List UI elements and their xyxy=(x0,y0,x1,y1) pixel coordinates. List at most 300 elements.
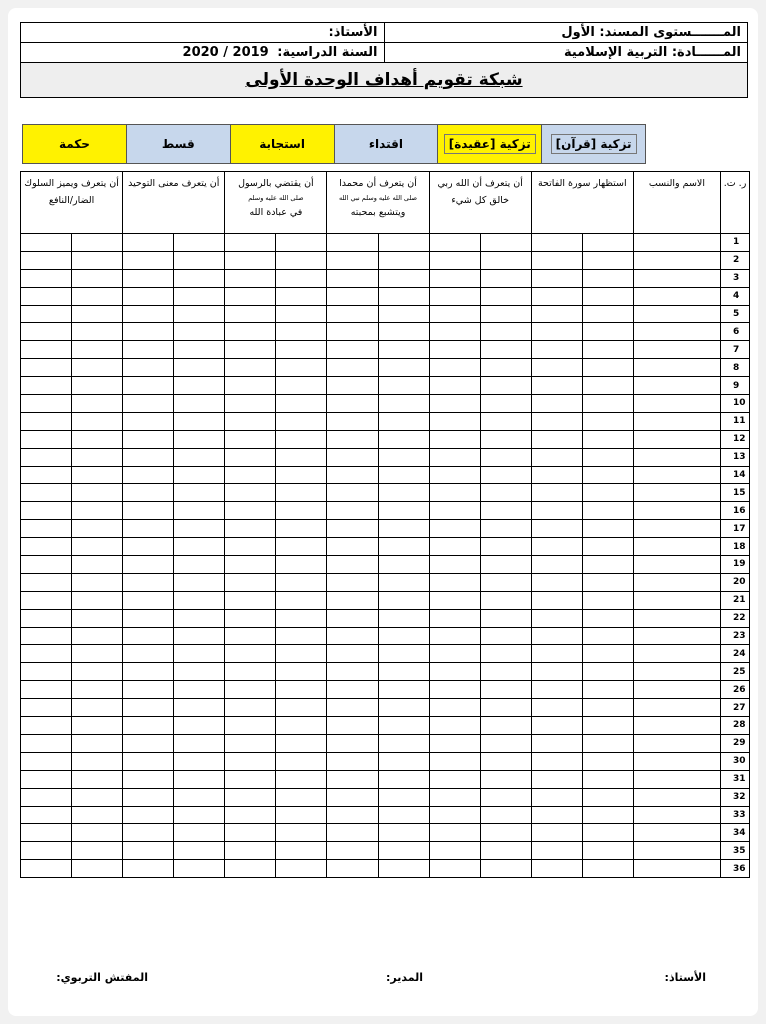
score-cell[interactable] xyxy=(72,770,123,788)
score-cell[interactable] xyxy=(327,395,378,413)
score-cell[interactable] xyxy=(21,556,72,574)
score-cell[interactable] xyxy=(174,251,225,269)
score-cell[interactable] xyxy=(72,663,123,681)
score-cell[interactable] xyxy=(225,430,276,448)
score-cell[interactable] xyxy=(327,860,378,878)
score-cell[interactable] xyxy=(72,502,123,520)
score-cell[interactable] xyxy=(531,251,582,269)
score-cell[interactable] xyxy=(174,412,225,430)
score-cell[interactable] xyxy=(174,752,225,770)
score-cell[interactable] xyxy=(72,412,123,430)
score-cell[interactable] xyxy=(429,752,480,770)
score-cell[interactable] xyxy=(123,663,174,681)
score-cell[interactable] xyxy=(327,788,378,806)
score-cell[interactable] xyxy=(21,842,72,860)
score-cell[interactable] xyxy=(225,323,276,341)
score-cell[interactable] xyxy=(123,573,174,591)
score-cell[interactable] xyxy=(582,251,633,269)
score-cell[interactable] xyxy=(582,287,633,305)
score-cell[interactable] xyxy=(276,573,327,591)
score-cell[interactable] xyxy=(72,251,123,269)
score-cell[interactable] xyxy=(480,359,531,377)
score-cell[interactable] xyxy=(276,734,327,752)
score-cell[interactable] xyxy=(225,752,276,770)
name-cell[interactable] xyxy=(633,752,720,770)
score-cell[interactable] xyxy=(378,734,429,752)
score-cell[interactable] xyxy=(531,556,582,574)
score-cell[interactable] xyxy=(21,251,72,269)
score-cell[interactable] xyxy=(378,609,429,627)
score-cell[interactable] xyxy=(378,645,429,663)
score-cell[interactable] xyxy=(225,573,276,591)
score-cell[interactable] xyxy=(531,663,582,681)
score-cell[interactable] xyxy=(225,860,276,878)
score-cell[interactable] xyxy=(480,627,531,645)
score-cell[interactable] xyxy=(531,788,582,806)
score-cell[interactable] xyxy=(480,663,531,681)
score-cell[interactable] xyxy=(174,788,225,806)
name-cell[interactable] xyxy=(633,234,720,252)
score-cell[interactable] xyxy=(531,377,582,395)
score-cell[interactable] xyxy=(429,251,480,269)
score-cell[interactable] xyxy=(531,520,582,538)
score-cell[interactable] xyxy=(123,627,174,645)
name-cell[interactable] xyxy=(633,717,720,735)
score-cell[interactable] xyxy=(276,681,327,699)
score-cell[interactable] xyxy=(276,752,327,770)
score-cell[interactable] xyxy=(582,377,633,395)
score-cell[interactable] xyxy=(21,359,72,377)
score-cell[interactable] xyxy=(174,395,225,413)
score-cell[interactable] xyxy=(276,699,327,717)
score-cell[interactable] xyxy=(123,556,174,574)
score-cell[interactable] xyxy=(21,412,72,430)
score-cell[interactable] xyxy=(582,234,633,252)
score-cell[interactable] xyxy=(276,788,327,806)
score-cell[interactable] xyxy=(123,609,174,627)
score-cell[interactable] xyxy=(72,573,123,591)
score-cell[interactable] xyxy=(174,556,225,574)
score-cell[interactable] xyxy=(123,234,174,252)
score-cell[interactable] xyxy=(123,699,174,717)
score-cell[interactable] xyxy=(123,520,174,538)
score-cell[interactable] xyxy=(21,395,72,413)
score-cell[interactable] xyxy=(225,824,276,842)
score-cell[interactable] xyxy=(174,842,225,860)
score-cell[interactable] xyxy=(429,502,480,520)
score-cell[interactable] xyxy=(378,806,429,824)
score-cell[interactable] xyxy=(174,430,225,448)
score-cell[interactable] xyxy=(429,234,480,252)
score-cell[interactable] xyxy=(480,609,531,627)
score-cell[interactable] xyxy=(72,395,123,413)
score-cell[interactable] xyxy=(276,430,327,448)
score-cell[interactable] xyxy=(225,359,276,377)
score-cell[interactable] xyxy=(480,377,531,395)
score-cell[interactable] xyxy=(327,234,378,252)
score-cell[interactable] xyxy=(123,323,174,341)
score-cell[interactable] xyxy=(72,538,123,556)
score-cell[interactable] xyxy=(480,770,531,788)
score-cell[interactable] xyxy=(72,860,123,878)
score-cell[interactable] xyxy=(276,824,327,842)
score-cell[interactable] xyxy=(378,842,429,860)
name-cell[interactable] xyxy=(633,520,720,538)
score-cell[interactable] xyxy=(480,824,531,842)
score-cell[interactable] xyxy=(531,359,582,377)
score-cell[interactable] xyxy=(174,377,225,395)
score-cell[interactable] xyxy=(429,806,480,824)
score-cell[interactable] xyxy=(276,341,327,359)
score-cell[interactable] xyxy=(327,466,378,484)
score-cell[interactable] xyxy=(327,520,378,538)
score-cell[interactable] xyxy=(582,466,633,484)
score-cell[interactable] xyxy=(378,430,429,448)
score-cell[interactable] xyxy=(378,484,429,502)
score-cell[interactable] xyxy=(21,860,72,878)
score-cell[interactable] xyxy=(327,341,378,359)
score-cell[interactable] xyxy=(72,824,123,842)
score-cell[interactable] xyxy=(276,234,327,252)
score-cell[interactable] xyxy=(327,734,378,752)
score-cell[interactable] xyxy=(72,734,123,752)
score-cell[interactable] xyxy=(480,591,531,609)
score-cell[interactable] xyxy=(327,591,378,609)
score-cell[interactable] xyxy=(327,627,378,645)
score-cell[interactable] xyxy=(429,412,480,430)
score-cell[interactable] xyxy=(327,430,378,448)
score-cell[interactable] xyxy=(327,269,378,287)
score-cell[interactable] xyxy=(582,788,633,806)
score-cell[interactable] xyxy=(72,699,123,717)
name-cell[interactable] xyxy=(633,556,720,574)
score-cell[interactable] xyxy=(327,484,378,502)
score-cell[interactable] xyxy=(531,573,582,591)
score-cell[interactable] xyxy=(378,251,429,269)
score-cell[interactable] xyxy=(225,234,276,252)
score-cell[interactable] xyxy=(225,520,276,538)
score-cell[interactable] xyxy=(378,269,429,287)
score-cell[interactable] xyxy=(429,681,480,699)
score-cell[interactable] xyxy=(378,663,429,681)
score-cell[interactable] xyxy=(276,269,327,287)
score-cell[interactable] xyxy=(480,788,531,806)
name-cell[interactable] xyxy=(633,538,720,556)
score-cell[interactable] xyxy=(174,645,225,663)
score-cell[interactable] xyxy=(582,752,633,770)
score-cell[interactable] xyxy=(582,645,633,663)
score-cell[interactable] xyxy=(582,341,633,359)
score-cell[interactable] xyxy=(327,412,378,430)
score-cell[interactable] xyxy=(582,842,633,860)
score-cell[interactable] xyxy=(582,609,633,627)
score-cell[interactable] xyxy=(531,502,582,520)
score-cell[interactable] xyxy=(123,681,174,699)
score-cell[interactable] xyxy=(531,681,582,699)
score-cell[interactable] xyxy=(276,860,327,878)
score-cell[interactable] xyxy=(531,269,582,287)
score-cell[interactable] xyxy=(225,681,276,699)
score-cell[interactable] xyxy=(72,359,123,377)
score-cell[interactable] xyxy=(429,287,480,305)
score-cell[interactable] xyxy=(327,842,378,860)
score-cell[interactable] xyxy=(378,377,429,395)
score-cell[interactable] xyxy=(21,448,72,466)
score-cell[interactable] xyxy=(276,412,327,430)
score-cell[interactable] xyxy=(531,770,582,788)
score-cell[interactable] xyxy=(276,395,327,413)
score-cell[interactable] xyxy=(21,323,72,341)
name-cell[interactable] xyxy=(633,341,720,359)
score-cell[interactable] xyxy=(225,717,276,735)
score-cell[interactable] xyxy=(480,645,531,663)
score-cell[interactable] xyxy=(123,788,174,806)
score-cell[interactable] xyxy=(72,341,123,359)
score-cell[interactable] xyxy=(123,770,174,788)
score-cell[interactable] xyxy=(531,824,582,842)
score-cell[interactable] xyxy=(276,645,327,663)
score-cell[interactable] xyxy=(429,359,480,377)
score-cell[interactable] xyxy=(327,663,378,681)
score-cell[interactable] xyxy=(327,681,378,699)
score-cell[interactable] xyxy=(123,484,174,502)
score-cell[interactable] xyxy=(480,556,531,574)
name-cell[interactable] xyxy=(633,251,720,269)
score-cell[interactable] xyxy=(378,788,429,806)
score-cell[interactable] xyxy=(582,448,633,466)
score-cell[interactable] xyxy=(72,645,123,663)
score-cell[interactable] xyxy=(276,663,327,681)
score-cell[interactable] xyxy=(531,448,582,466)
score-cell[interactable] xyxy=(276,842,327,860)
score-cell[interactable] xyxy=(72,591,123,609)
score-cell[interactable] xyxy=(429,269,480,287)
name-cell[interactable] xyxy=(633,359,720,377)
score-cell[interactable] xyxy=(378,395,429,413)
name-cell[interactable] xyxy=(633,573,720,591)
score-cell[interactable] xyxy=(378,412,429,430)
score-cell[interactable] xyxy=(123,395,174,413)
score-cell[interactable] xyxy=(378,717,429,735)
score-cell[interactable] xyxy=(276,484,327,502)
score-cell[interactable] xyxy=(480,234,531,252)
name-cell[interactable] xyxy=(633,699,720,717)
score-cell[interactable] xyxy=(327,448,378,466)
score-cell[interactable] xyxy=(276,251,327,269)
score-cell[interactable] xyxy=(72,788,123,806)
score-cell[interactable] xyxy=(174,806,225,824)
score-cell[interactable] xyxy=(174,502,225,520)
name-cell[interactable] xyxy=(633,824,720,842)
score-cell[interactable] xyxy=(123,824,174,842)
score-cell[interactable] xyxy=(21,609,72,627)
score-cell[interactable] xyxy=(21,699,72,717)
score-cell[interactable] xyxy=(378,305,429,323)
score-cell[interactable] xyxy=(429,538,480,556)
score-cell[interactable] xyxy=(276,770,327,788)
score-cell[interactable] xyxy=(123,466,174,484)
score-cell[interactable] xyxy=(378,824,429,842)
score-cell[interactable] xyxy=(276,359,327,377)
score-cell[interactable] xyxy=(225,770,276,788)
score-cell[interactable] xyxy=(225,377,276,395)
score-cell[interactable] xyxy=(21,806,72,824)
score-cell[interactable] xyxy=(582,734,633,752)
score-cell[interactable] xyxy=(72,466,123,484)
score-cell[interactable] xyxy=(21,377,72,395)
score-cell[interactable] xyxy=(327,573,378,591)
score-cell[interactable] xyxy=(72,842,123,860)
score-cell[interactable] xyxy=(276,323,327,341)
score-cell[interactable] xyxy=(378,323,429,341)
score-cell[interactable] xyxy=(276,538,327,556)
score-cell[interactable] xyxy=(72,484,123,502)
score-cell[interactable] xyxy=(72,681,123,699)
score-cell[interactable] xyxy=(429,734,480,752)
score-cell[interactable] xyxy=(72,287,123,305)
score-cell[interactable] xyxy=(378,556,429,574)
name-cell[interactable] xyxy=(633,788,720,806)
score-cell[interactable] xyxy=(480,484,531,502)
score-cell[interactable] xyxy=(531,234,582,252)
score-cell[interactable] xyxy=(225,645,276,663)
score-cell[interactable] xyxy=(174,663,225,681)
score-cell[interactable] xyxy=(480,520,531,538)
score-cell[interactable] xyxy=(378,591,429,609)
score-cell[interactable] xyxy=(582,627,633,645)
name-cell[interactable] xyxy=(633,430,720,448)
score-cell[interactable] xyxy=(276,609,327,627)
name-cell[interactable] xyxy=(633,305,720,323)
score-cell[interactable] xyxy=(72,234,123,252)
score-cell[interactable] xyxy=(480,287,531,305)
score-cell[interactable] xyxy=(21,520,72,538)
score-cell[interactable] xyxy=(429,717,480,735)
score-cell[interactable] xyxy=(225,842,276,860)
score-cell[interactable] xyxy=(480,448,531,466)
score-cell[interactable] xyxy=(21,269,72,287)
score-cell[interactable] xyxy=(429,699,480,717)
score-cell[interactable] xyxy=(480,734,531,752)
score-cell[interactable] xyxy=(480,860,531,878)
score-cell[interactable] xyxy=(174,305,225,323)
score-cell[interactable] xyxy=(225,734,276,752)
score-cell[interactable] xyxy=(327,287,378,305)
score-cell[interactable] xyxy=(21,734,72,752)
score-cell[interactable] xyxy=(327,609,378,627)
score-cell[interactable] xyxy=(21,234,72,252)
score-cell[interactable] xyxy=(582,520,633,538)
score-cell[interactable] xyxy=(480,269,531,287)
score-cell[interactable] xyxy=(582,359,633,377)
score-cell[interactable] xyxy=(429,645,480,663)
score-cell[interactable] xyxy=(378,341,429,359)
score-cell[interactable] xyxy=(123,341,174,359)
score-cell[interactable] xyxy=(276,466,327,484)
score-cell[interactable] xyxy=(531,609,582,627)
score-cell[interactable] xyxy=(72,269,123,287)
score-cell[interactable] xyxy=(21,341,72,359)
score-cell[interactable] xyxy=(582,681,633,699)
score-cell[interactable] xyxy=(429,305,480,323)
score-cell[interactable] xyxy=(480,305,531,323)
score-cell[interactable] xyxy=(174,860,225,878)
score-cell[interactable] xyxy=(531,287,582,305)
score-cell[interactable] xyxy=(276,377,327,395)
score-cell[interactable] xyxy=(531,699,582,717)
score-cell[interactable] xyxy=(480,699,531,717)
score-cell[interactable] xyxy=(378,287,429,305)
score-cell[interactable] xyxy=(327,699,378,717)
score-cell[interactable] xyxy=(378,359,429,377)
score-cell[interactable] xyxy=(225,663,276,681)
score-cell[interactable] xyxy=(174,699,225,717)
score-cell[interactable] xyxy=(582,502,633,520)
score-cell[interactable] xyxy=(378,448,429,466)
score-cell[interactable] xyxy=(174,824,225,842)
score-cell[interactable] xyxy=(21,770,72,788)
score-cell[interactable] xyxy=(327,502,378,520)
score-cell[interactable] xyxy=(327,752,378,770)
score-cell[interactable] xyxy=(582,699,633,717)
score-cell[interactable] xyxy=(531,430,582,448)
score-cell[interactable] xyxy=(174,287,225,305)
score-cell[interactable] xyxy=(582,430,633,448)
score-cell[interactable] xyxy=(72,556,123,574)
score-cell[interactable] xyxy=(225,609,276,627)
score-cell[interactable] xyxy=(72,806,123,824)
score-cell[interactable] xyxy=(276,520,327,538)
score-cell[interactable] xyxy=(429,323,480,341)
score-cell[interactable] xyxy=(21,287,72,305)
name-cell[interactable] xyxy=(633,377,720,395)
score-cell[interactable] xyxy=(378,520,429,538)
score-cell[interactable] xyxy=(480,538,531,556)
score-cell[interactable] xyxy=(429,573,480,591)
score-cell[interactable] xyxy=(582,663,633,681)
name-cell[interactable] xyxy=(633,609,720,627)
score-cell[interactable] xyxy=(174,627,225,645)
name-cell[interactable] xyxy=(633,627,720,645)
score-cell[interactable] xyxy=(480,806,531,824)
score-cell[interactable] xyxy=(582,323,633,341)
score-cell[interactable] xyxy=(327,645,378,663)
score-cell[interactable] xyxy=(225,556,276,574)
score-cell[interactable] xyxy=(531,752,582,770)
name-cell[interactable] xyxy=(633,448,720,466)
score-cell[interactable] xyxy=(429,520,480,538)
score-cell[interactable] xyxy=(225,305,276,323)
name-cell[interactable] xyxy=(633,860,720,878)
score-cell[interactable] xyxy=(429,788,480,806)
score-cell[interactable] xyxy=(21,752,72,770)
score-cell[interactable] xyxy=(174,734,225,752)
score-cell[interactable] xyxy=(429,341,480,359)
score-cell[interactable] xyxy=(123,305,174,323)
score-cell[interactable] xyxy=(531,717,582,735)
score-cell[interactable] xyxy=(276,556,327,574)
score-cell[interactable] xyxy=(72,520,123,538)
name-cell[interactable] xyxy=(633,663,720,681)
score-cell[interactable] xyxy=(225,448,276,466)
score-cell[interactable] xyxy=(123,412,174,430)
score-cell[interactable] xyxy=(225,287,276,305)
score-cell[interactable] xyxy=(276,287,327,305)
name-cell[interactable] xyxy=(633,734,720,752)
score-cell[interactable] xyxy=(174,681,225,699)
score-cell[interactable] xyxy=(429,860,480,878)
score-cell[interactable] xyxy=(480,430,531,448)
